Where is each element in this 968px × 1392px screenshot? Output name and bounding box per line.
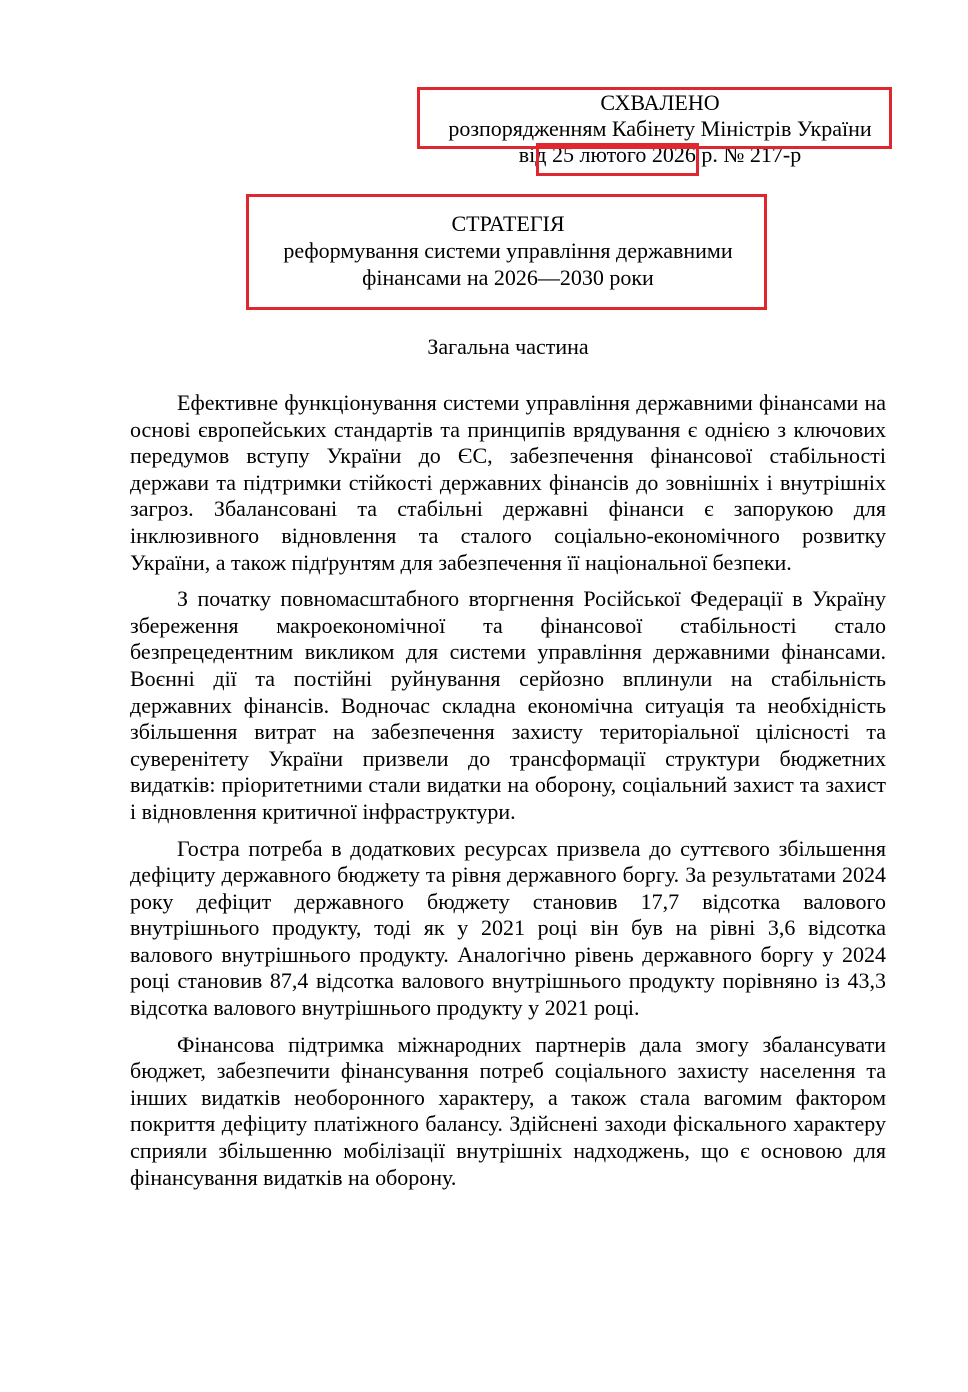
date-highlight-box xyxy=(536,143,699,176)
body-text xyxy=(130,390,886,1201)
approval-date-prefix: від xyxy=(518,142,547,167)
approval-date: 25 лютого 2026 xyxy=(551,142,696,167)
approval-authority: розпорядженням Кабінету Міністрів України xyxy=(448,116,872,141)
paragraph: Ефективне функціонування системи управління державними фінансами на основі європейських стандартів та принципів врядування є однією з ключових передумов вступу України до ЄС, забезпечення фінансової стабільності держави та підтримки стійкості державних фінансів до зовнішніх і внутрішніх загроз. Збалансовані та стабільні державні фінанси є запорукою для інклюзивного відновлення та сталого соціально-економічного розвитку України, а також підґрунтям для забезпечення її національної безпеки. xyxy=(130,390,886,575)
section-heading: Загальна частина xyxy=(427,334,589,359)
approval-number: р. № 217-р xyxy=(701,142,802,167)
paragraph: Фінансова підтримка міжнародних партнерів дала змогу збалансувати бюджет, забезпечити фінансування потреб соціального захисту населення та інших видатків необоронного характеру, а також стала вагомим фактором покриття дефіциту платіжного балансу. Здійснені заходи фіскального характеру сприяли збільшенню мобілізації внутрішніх надходжень, що є основою для фінансування видатків на оборону. xyxy=(130,1031,886,1190)
approval-heading: СХВАЛЕНО xyxy=(600,90,720,115)
paragraph: З початку повномасштабного вторгнення Російської Федерації в Україну збереження макроекономічної та фінансової стабільності стало безпрецедентним викликом для системи управління державними фінансами. Воєнні дії та постійні руйнування серйозно вплинули на стабільність державних фінансів. Водночас складна економічна ситуація та необхідність збільшення витрат на забезпечення захисту територіальної цілісності та суверенітету України призвели до трансформації структури бюджетних видатків: пріоритетними стали видатки на оборону, соціальний захист та захист і відновлення критичної інфраструктури. xyxy=(130,586,886,824)
title-type: СТРАТЕГІЯ xyxy=(451,211,565,236)
approval-highlight-box xyxy=(417,87,892,149)
title-subject-line1: реформування системи управління державними xyxy=(283,238,733,263)
title-subject-line2: фінансами на 2026—2030 роки xyxy=(362,265,654,290)
title-highlight-box xyxy=(246,194,767,310)
paragraph: Гостра потреба в додаткових ресурсах призвела до суттєвого збільшення дефіциту державного бюджету та рівня державного боргу. За результатами 2024 року дефіцит державного бюджету становив 17,7 відсотка валового внутрішнього продукту, тоді як у 2021 році він був на рівні 3,6 відсотка валового внутрішнього продукту. Аналогічно рівень державного боргу у 2024 році становив 87,4 відсотка валового внутрішнього продукту порівняно із 43,3 відсотка валового внутрішнього продукту у 2021 році. xyxy=(130,835,886,1021)
